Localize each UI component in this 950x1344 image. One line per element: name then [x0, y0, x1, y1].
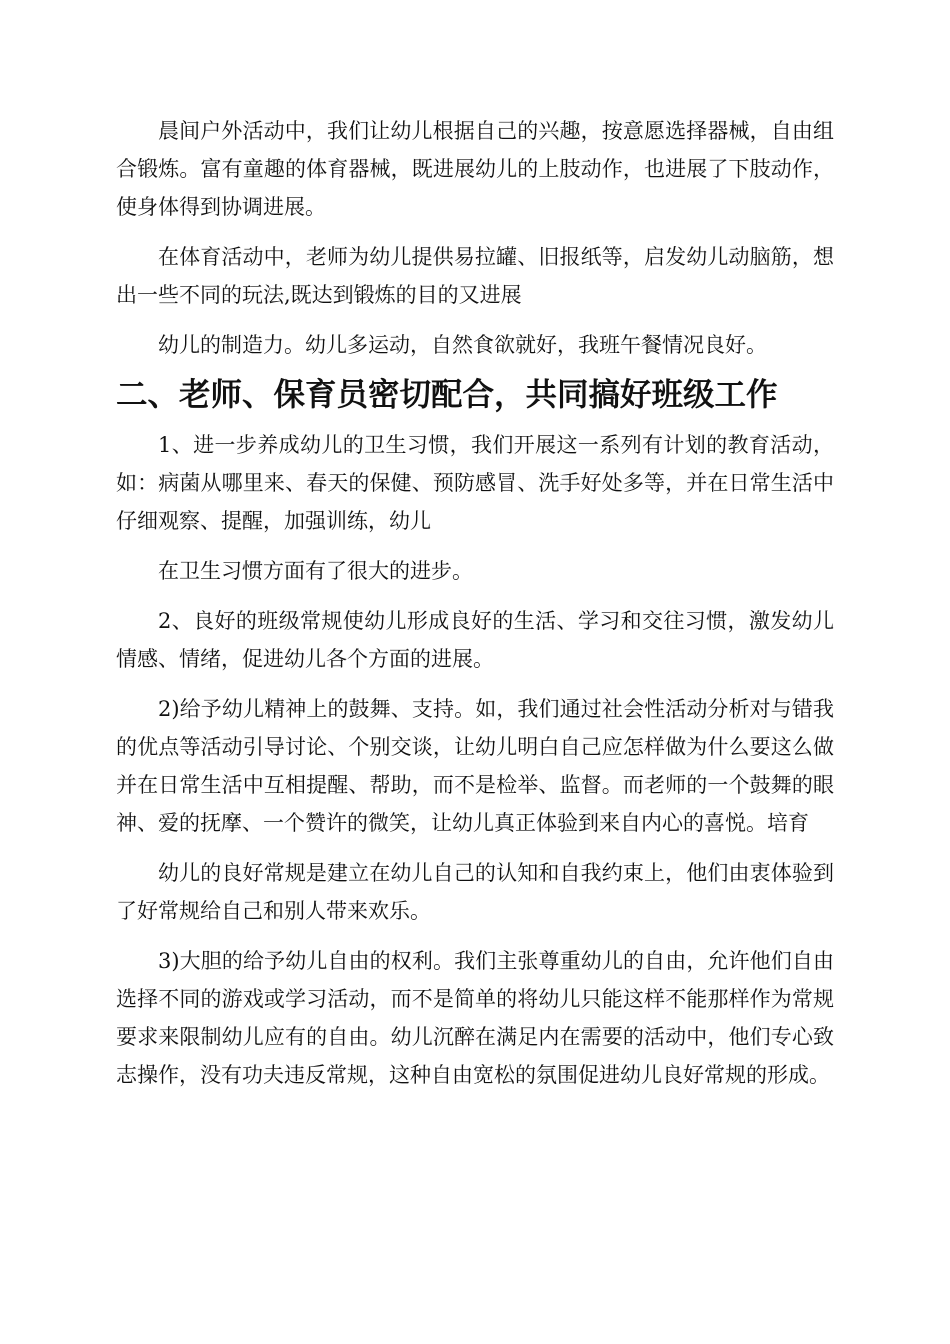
paragraph-self-discipline: 幼儿的良好常规是建立在幼儿自己的认知和自我约束上，他们由衷体验到了好常规给自己和别人带来欢乐。: [116, 861, 834, 923]
paragraph-hygiene-progress: 在卫生习惯方面有了很大的进步。: [158, 559, 473, 583]
section-heading: 二、老师、保育员密切配合，共同搞好班级工作: [116, 376, 778, 413]
paragraph-freedom: 3)大胆的给予幼儿自由的权利。我们主张尊重幼儿的自由，允许他们自由选择不同的游戏或学习活动，而不是简单的将幼儿只能这样不能那样作为常规要求来限制幼儿应有的自由。幼儿沉醉在满足内在需要的活动中，他们专心致志操作，没有功夫违反常规，这种自由宽松的氛围促进幼儿良好常规的形成。: [116, 949, 834, 1087]
paragraph-creativity: 幼儿的制造力。幼儿多运动，自然食欲就好，我班午餐情况良好。: [158, 333, 767, 357]
paragraph-encouragement: 2)给予幼儿精神上的鼓舞、支持。如，我们通过社会性活动分析对与错我的优点等活动引导讨论、个别交谈，让幼儿明白自己应怎样做为什么要这么做并在日常生活中互相提醒、帮助，而不是检举、监督。而老师的一个鼓舞的眼神、爱的抚摩、一个赞许的微笑，让幼儿真正体验到来自内心的喜悦。培育: [116, 697, 834, 835]
paragraph-class-routines: 2、良好的班级常规使幼儿形成良好的生活、学习和交往习惯，激发幼儿情感、情绪，促进幼儿各个方面的进展。: [116, 609, 834, 671]
paragraph-morning-activities: 晨间户外活动中，我们让幼儿根据自己的兴趣，按意愿选择器械，自由组合锻炼。富有童趣的体育器械，既进展幼儿的上肢动作，也进展了下肢动作，使身体得到协调进展。: [116, 119, 834, 219]
document-body: [116, 112, 834, 1106]
paragraph-sports-activities: 在体育活动中，老师为幼儿提供易拉罐、旧报纸等，启发幼儿动脑筋，想出一些不同的玩法,既达到锻炼的目的又进展: [116, 245, 834, 307]
paragraph-hygiene-habits: 1、进一步养成幼儿的卫生习惯，我们开展这一系列有计划的教育活动，如：病菌从哪里来、春天的保健、预防感冒、洗手好处多等，并在日常生活中仔细观察、提醒，加强训练，幼儿: [116, 433, 834, 533]
